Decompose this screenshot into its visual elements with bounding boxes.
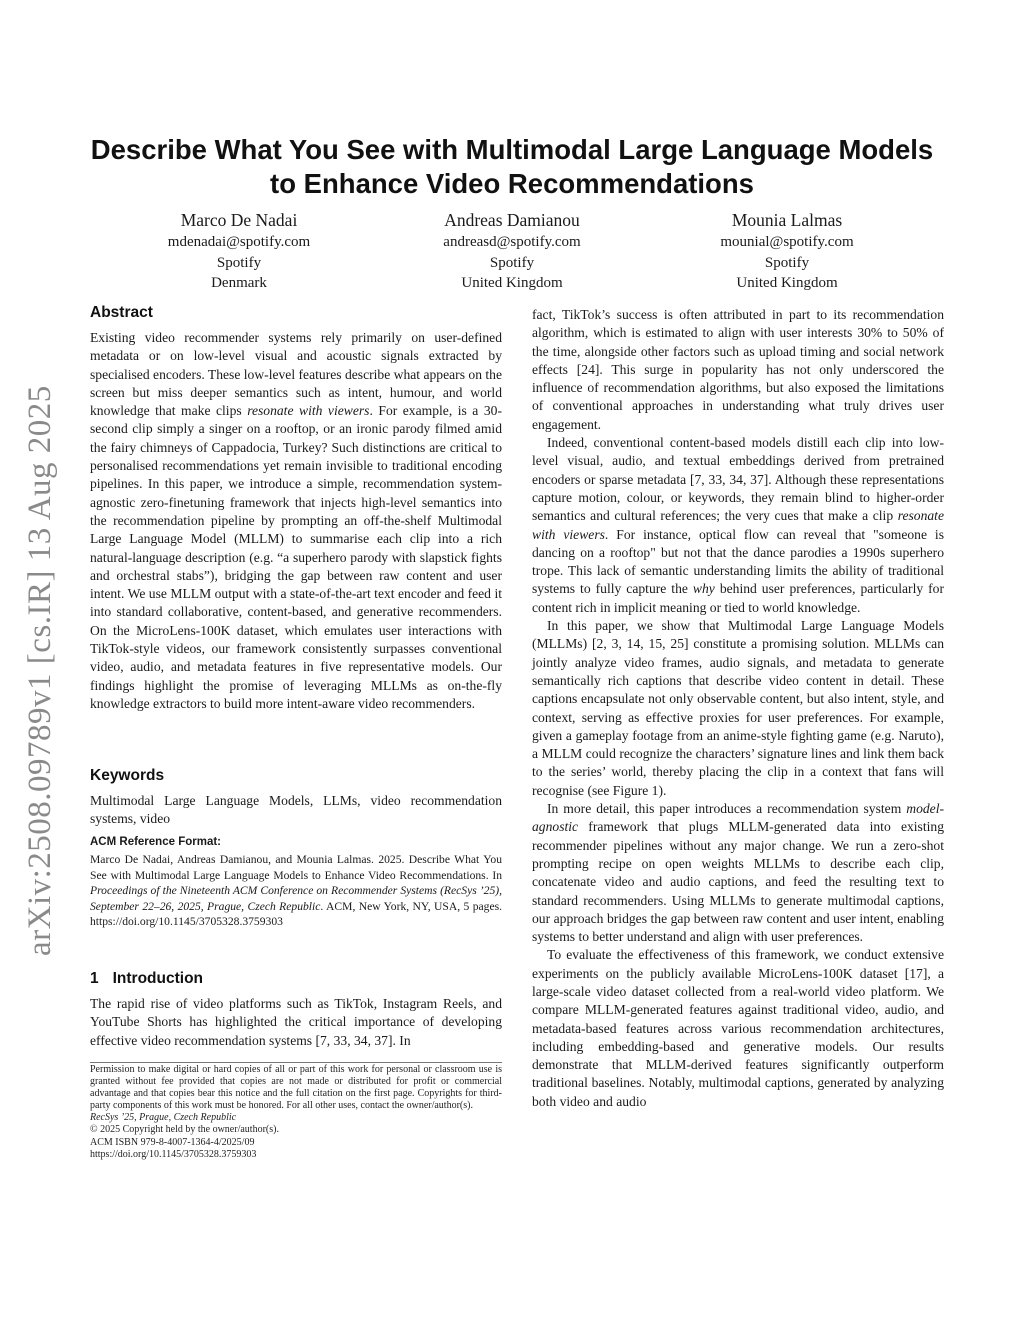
author-name: Marco De Nadai [180,210,298,230]
abstract-text-1: Existing video recommender systems rely primarily on user-defined metadata or on low-level visual and acoustic signals extracted by specialised encoders. These low-level features describe what appears on the screen but miss deeper semantics such as intent, humour, and world knowledge that make clips [90,330,502,419]
intro-number: 1 [90,970,99,987]
intro-paragraph: In more detail, this paper introduces a recommendation system model-agnostic framework that plugs MLLM-generated data into existing recommender pipelines without any major change. We run a zero-shot prompting recipe on open weights MLLMs to describe each clip, concatenate video and audio captions, and feed the resulting text to standard recommenders. Using MLLMs to generate multimodal captions, our approach bridges the gap between raw content and user intent, enabling systems to better understand and align with user preferences. [532,801,944,945]
copyright-text: © 2025 Copyright held by the owner/author(s). [90,1124,279,1136]
author-org: Spotify [489,254,535,271]
isbn-text: ACM ISBN 979-8-4007-1364-4/2025/09 [90,1136,255,1148]
author-name: Mounia Lalmas [731,210,843,230]
acm-ref-text-2: . ACM, New York, NY, USA, 5 pages. https://doi.org/10.1145/3705328.3759303 [90,899,502,929]
intro-left-body [90,995,502,1050]
author-country: Denmark [211,275,267,291]
author-org: Spotify [216,254,262,271]
author-country: United Kingdom [736,275,838,291]
keywords-heading: Keywords [90,767,165,784]
venue-text: RecSys ’25, Prague, Czech Republic [90,1112,237,1124]
keywords-body [90,792,502,829]
permission-text: Permission to make digital or hard copies of all or part of this work for personal or classroom use is granted without fee provided that copies are not made or distributed for profit or commercial advantage and that copies bear this notice and the full citation on the first page. Copyrights for third-party components of this work must be honored. For all other uses, contact the owner/author(s). [90,1064,502,1112]
abstract-text-2: . For example, is a 30-second clip simply a singer on a rooftop, or an ironic parody filmed amid the fairy chimneys of Cappadocia, Turkey? Such distinctions are critical to personalised recommendations yet remain invisible to traditional encoding pipelines. In this paper, we introduce a simple, recommendation system-agnostic zero-finetuning framework that injects high-level semantics into the recommendation pipeline by prompting an off-the-shelf Multimodal Large Language Model (MLLM) to summarise each clip into a rich natural-language description (e.g. “a superhero parody with slapstick fights and orchestral stabs”), bridging the gap between raw content and user intent. We use MLLM output with a state-of-the-art text encoder and feed it into standard collaborative, content-based, and generative recommenders. On the MicroLens-100K dataset, which emulates user interactions with TikTok-style videos, our framework consistently surpasses conventional video, audio, and metadata features in five representative models. Our findings highlight the promise of leveraging MLLMs as on-the-fly knowledge extractors to build more intent-aware video recommenders. [90,403,502,711]
abstract-italic: resonate with viewers [247,403,370,419]
intro-paragraph: fact, TikTok’s success is often attributed in part to its recommendation algorithm, which is estimated to align with user interests 30% to 50% of the time, alongside other factors such as upload timing and social network effects [24]. This surge in popularity has not only underscored the influence of recommendation algorithms, but also exposed the limitations of conventional approaches in understanding what truly drives user engagement. [532,307,944,432]
permission-footnote [90,1064,502,1161]
author-email: mdenadai@spotify.com [167,234,311,250]
doi-text: https://doi.org/10.1145/3705328.3759303 [90,1148,257,1160]
title-line-1: Describe What You See with Multimodal Large Language Models [90,134,934,165]
author-block-3 [667,208,907,294]
abstract-body [90,329,502,713]
abstract-heading: Abstract [90,304,153,321]
paper-title [60,133,964,201]
arxiv-identifier: arXiv:2508.09789v1 [cs.IR] 13 Aug 2025 [22,385,58,956]
author-block-1 [119,208,359,294]
author-country: United Kingdom [461,275,563,291]
acm-ref-heading: ACM Reference Format: [90,836,221,848]
acm-ref-body [90,852,502,930]
intro-right-body [532,306,944,1111]
author-email: mounial@spotify.com [720,234,854,250]
acm-ref-proceedings: Proceedings of the Nineteenth ACM Conference on Recommender Systems (RecSys ’25), September 22–26, 2025, Prague, Czech Republic [90,884,502,913]
author-name: Andreas Damianou [444,210,580,230]
intro-left-text: The rapid rise of video platforms such as TikTok, Instagram Reels, and YouTube Shorts has highlighted the critical importance of developing effective video recommendation systems [7, 33, 34, 37]. In [90,996,502,1048]
author-block-2 [392,208,632,294]
author-email: andreasd@spotify.com [443,234,581,250]
footnote-divider [90,1062,502,1063]
author-org: Spotify [764,254,810,271]
title-line-2: to Enhance Video Recommendations [270,168,754,199]
intro-paragraph: In this paper, we show that Multimodal Large Language Models (MLLMs) [2, 3, 14, 15, 25] constitute a promising solution. MLLMs can jointly analyze video frames, audio signals, and metadata to generate semantically rich captions that describe video content in detail. These captions encapsulate not only observable content, but also intent, style, and context, serving as effective proxies for user preferences. For example, given a gameplay footage from an anime-style fighting game (e.g. Naruto), a MLLM could recognize the characters’ signature lines and link them back to the series’ world, thereby placing the clip in a context that fans will recognise (see Figure 1). [532,618,944,798]
intro-paragraph: Indeed, conventional content-based models distill each clip into low-level visual, audio, and textual embeddings derived from pretrained encoders or sparse metadata [7, 33, 34, 37]. Although these representations capture motion, colour, or keywords, they remain blind to higher-order semantics and cultural references; the very cues that make a clip resonate with viewers. For instance, optical flow can reveal that "someone is dancing on a rooftop" but not that the dance parodies a 1990s superhero trope. This lack of semantic understanding limits the ability of traditional systems to fully capture the why behind user preferences, particularly for content rich in implicit meaning or tied to world knowledge. [532,435,944,615]
intro-heading [90,970,203,988]
intro-title: Introduction [112,970,204,987]
keywords-text: Multimodal Large Language Models, LLMs, video recommendation systems, video [90,793,502,827]
acm-ref-text-1: Marco De Nadai, Andreas Damianou, and Mounia Lalmas. 2025. Describe What You See with Multimodal Large Language Models to Enhance Video Recommendations. In [90,853,502,882]
intro-paragraph: To evaluate the effectiveness of this framework, we conduct extensive experiments on the publicly available MicroLens-100K dataset [17], a large-scale video dataset collected from a real-world video platform. We compare MLLM-generated features against traditional video, audio, and metadata-based features across various recommendation architectures, including embedding-based and generative models. Our results demonstrate that MLLM-derived features significantly outperform traditional baselines. Notably, multimodal captions, generated by analyzing both video and audio [532,947,944,1109]
